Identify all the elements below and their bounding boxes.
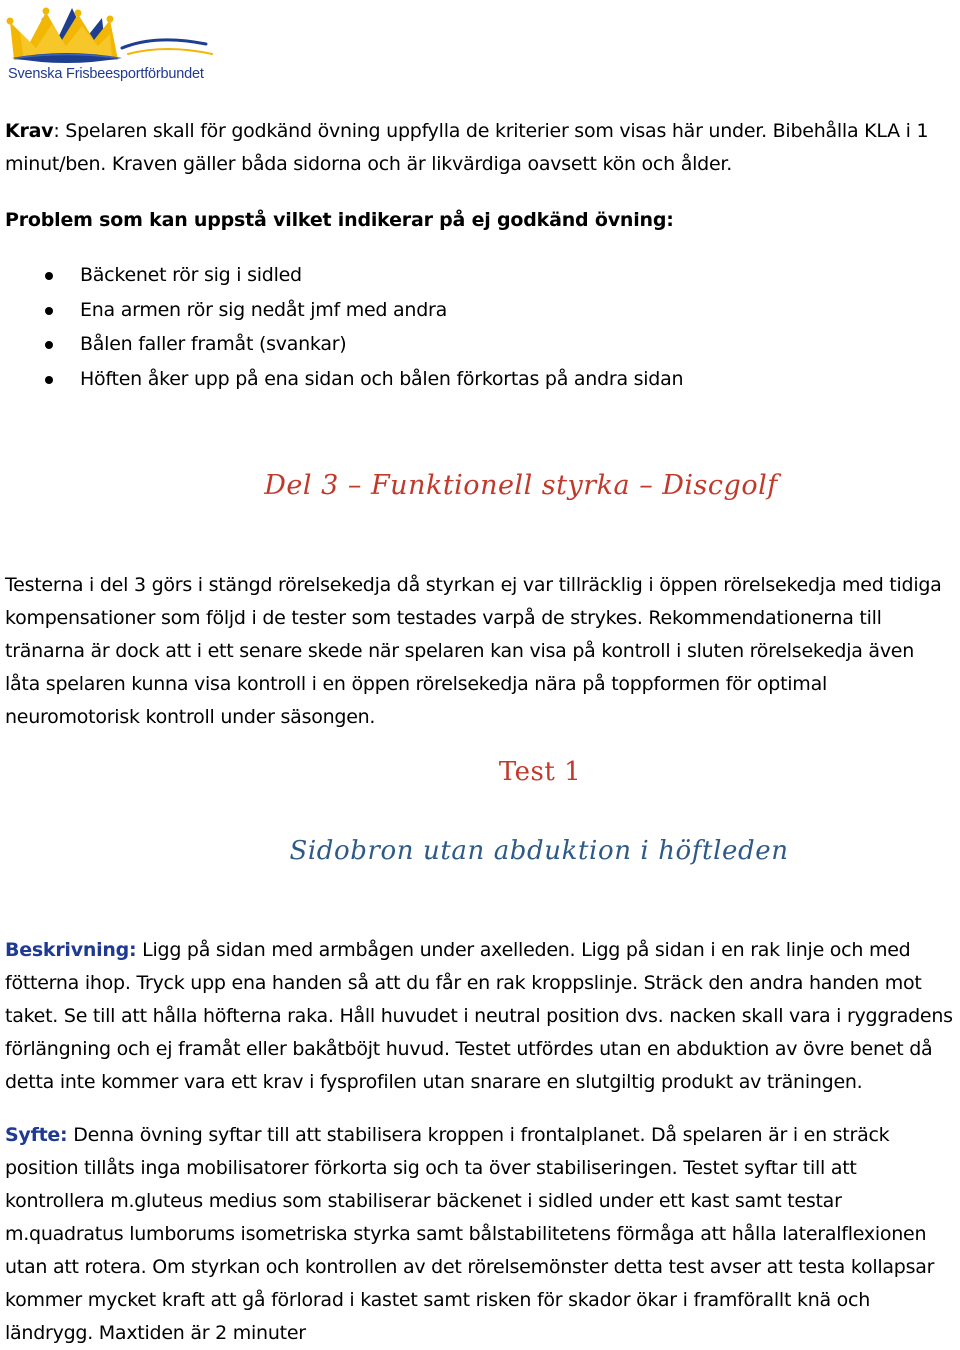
syfte-line: kontrollera m.gluteus medius som stabiliserar bäckenet i sidled under ett kast samt testar — [5, 1190, 842, 1212]
syfte-line-1 — [5, 1119, 960, 1152]
beskrivning-line: taket. Se till att hålla höfterna raka. Håll huvudet i neutral position dvs. nacken skall vara i ryggradens — [5, 1005, 953, 1027]
del3-line: tränarna är dock att i ett senare skede när spelaren kan visa på kontroll i sluten rörelsekedja även — [5, 640, 915, 662]
syfte-line: ländrygg. Maxtiden är 2 minuter — [5, 1322, 306, 1344]
list-item — [0, 293, 683, 328]
syfte-line: kommer mycket kraft att gå förlorad i kastet samt risken för skador ökar i framförallt knä och — [5, 1289, 871, 1311]
beskrivning-line: fötterna ihop. Tryck upp ena handen så att du får en rak kroppslinje. Sträck den andra handen mot — [5, 972, 922, 994]
syfte-line: utan att rotera. Om styrkan och kontrollen av det rörelsemönster detta test avser att testa kollapsar — [5, 1256, 935, 1278]
beskrivning-line-1 — [5, 934, 960, 967]
problem-list — [0, 258, 683, 396]
syfte-text-1: Denna övning syftar till att stabilisera kroppen i frontalplanet. Då spelaren är i en sträck — [67, 1124, 890, 1146]
list-item-text: Bäckenet rör sig i sidled — [80, 264, 302, 286]
syfte-label: Syfte: — [5, 1124, 68, 1146]
bullet-icon — [45, 307, 53, 315]
list-item-text: Ena armen rör sig nedåt jmf med andra — [80, 298, 447, 321]
bullet-icon — [45, 272, 53, 280]
crown-logo-icon — [6, 4, 220, 66]
test-heading: Test 1 — [498, 757, 582, 787]
del3-line: kompensationer som följd i de tester som testades varpå de strykes. Rekommendationerna till — [5, 607, 882, 629]
beskrivning-paragraph — [5, 934, 960, 1099]
beskrivning-line: förlängning och ej framåt eller bakåtböjt huvud. Testet utfördes utan en abduktion av övre benet då — [5, 1038, 933, 1060]
del3-paragraph — [5, 569, 960, 734]
list-item-text: Höften åker upp på ena sidan och bålen förkortas på andra sidan — [80, 367, 684, 390]
list-item — [0, 258, 683, 293]
bullet-icon — [45, 376, 53, 384]
beskrivning-label: Beskrivning: — [5, 939, 137, 961]
problem-heading: Problem som kan uppstå vilket indikerar på ej godkänd övning: — [5, 209, 674, 231]
bullet-icon — [45, 341, 53, 349]
list-item — [0, 327, 683, 362]
list-item-text: Bålen faller framåt (svankar) — [80, 333, 347, 355]
beskrivning-line: detta inte kommer vara ett krav i fysprofilen utan snarare en slutgiltig produkt av träningen. — [5, 1071, 863, 1093]
del3-line: Testerna i del 3 görs i stängd rörelsekedja då styrkan ej var tillräcklig i öppen rörelsekedja med tidiga — [5, 574, 942, 596]
test-subheading: Sidobron utan abduktion i höftleden — [289, 836, 789, 866]
del3-line: neuromotorisk kontroll under säsongen. — [5, 706, 376, 728]
krav-paragraph — [5, 115, 960, 181]
logo-wordmark: Svenska Frisbeesportförbundet — [8, 66, 204, 82]
syfte-line: position tillåts inga mobilisatorer förkorta sig och ta över stabiliseringen. Testet syftar till att — [5, 1157, 857, 1179]
del3-line: låta spelaren kunna visa kontroll i en öppen rörelsekedja nära på toppformen för optimal — [5, 673, 827, 695]
beskrivning-text-1: Ligg på sidan med armbågen under axelleden. Ligg på sidan i en rak linje och med — [136, 939, 911, 961]
syfte-paragraph — [5, 1119, 960, 1350]
federation-logo — [6, 4, 220, 88]
krav-label: Krav — [5, 120, 54, 142]
krav-line-1 — [5, 115, 960, 148]
krav-text-1: : Spelaren skall för godkänd övning uppfylla de kriterier som visas här under. Bibehålla KLA i 1 — [53, 120, 929, 142]
krav-line-2: minut/ben. Kraven gäller båda sidorna och är likvärdiga oavsett kön och ålder. — [5, 153, 732, 175]
section-heading-del3: Del 3 – Funktionell styrka – Discgolf — [264, 470, 778, 501]
list-item — [0, 362, 683, 397]
syfte-line: m.quadratus lumborums isometriska styrka samt bålstabilitetens förmåga att hålla lateralflexionen — [5, 1223, 927, 1245]
